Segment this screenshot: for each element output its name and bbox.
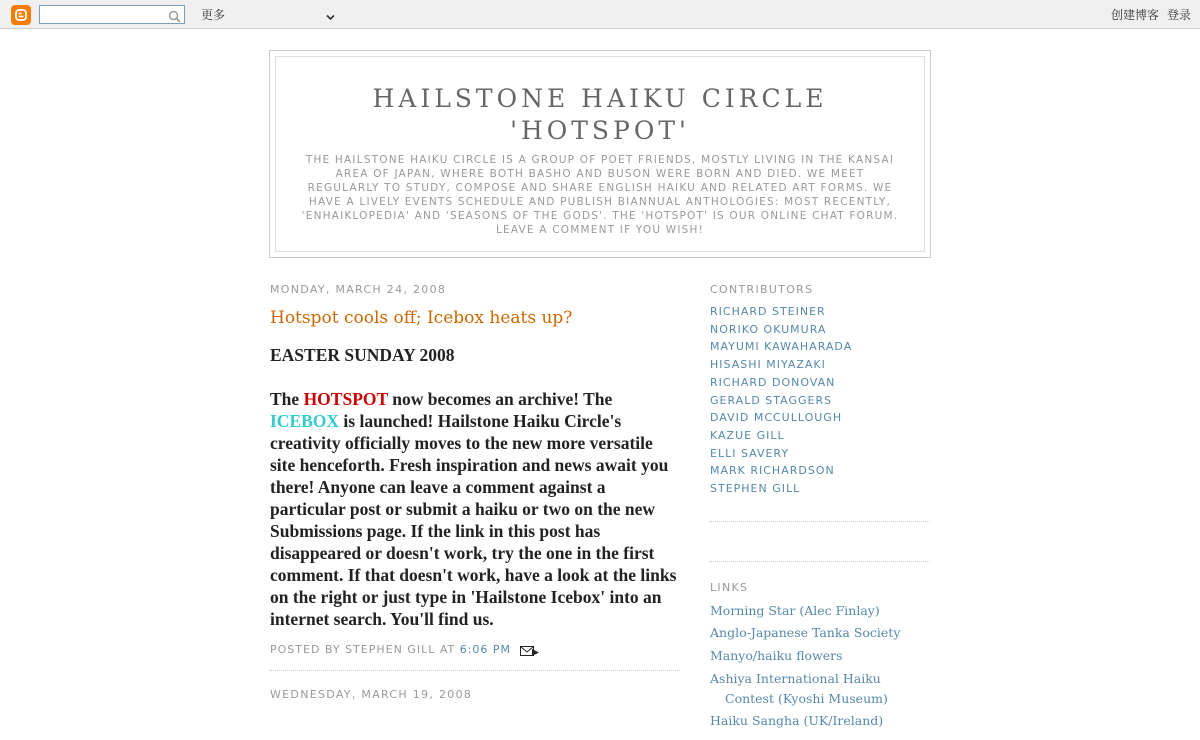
contributor-link[interactable]: MARK RICHARDSON xyxy=(710,464,835,478)
post-text-1: The xyxy=(270,389,304,409)
blog-header xyxy=(269,50,931,258)
contributor-link[interactable]: HISASHI MIYAZAKI xyxy=(710,358,826,372)
search-icon[interactable] xyxy=(168,8,181,27)
more-dropdown-label: 更多 xyxy=(201,8,226,22)
contributor-item xyxy=(710,409,930,427)
blogger-logo-icon[interactable] xyxy=(11,5,31,25)
contributor-link[interactable]: MAYUMI KAWAHARADA xyxy=(710,340,853,354)
blogger-navbar xyxy=(0,0,1200,29)
contributor-item xyxy=(710,462,930,480)
sidebar-link[interactable]: Ashiya International Haiku Contest (Kyoshi Museum) xyxy=(710,670,888,706)
contributor-item xyxy=(710,392,930,410)
search-box xyxy=(39,5,185,24)
post-subheading: EASTER SUNDAY 2008 xyxy=(270,345,455,365)
email-post-icon[interactable] xyxy=(520,644,539,660)
search-input[interactable] xyxy=(42,7,160,21)
contributor-item xyxy=(710,374,930,392)
next-post-date-header: WEDNESDAY, MARCH 19, 2008 xyxy=(270,688,473,701)
main-column xyxy=(270,283,680,701)
links-title: LINKS xyxy=(710,580,749,594)
post-footer xyxy=(270,643,680,661)
post-title-link[interactable]: Hotspot cools off; Icebox heats up? xyxy=(270,308,573,328)
post-divider xyxy=(270,670,680,671)
contributor-item xyxy=(710,338,930,356)
more-dropdown[interactable] xyxy=(201,6,339,23)
icebox-word: ICEBOX xyxy=(270,411,340,431)
contributor-link[interactable]: GERALD STAGGERS xyxy=(710,393,833,407)
blog-header-inner xyxy=(275,56,925,252)
hotspot-word: HOTSPOT xyxy=(303,389,388,409)
contributor-link[interactable]: KAZUE GILL xyxy=(710,428,785,442)
sidebar-divider xyxy=(710,561,930,562)
blog-title-line2: 'HOTSPOT' xyxy=(510,116,690,145)
sidebar-divider xyxy=(710,521,930,522)
contributor-link[interactable]: RICHARD STEINER xyxy=(710,305,826,318)
contributor-item xyxy=(710,303,930,321)
create-blog-link[interactable]: 创建博客 xyxy=(1110,8,1159,22)
post-timestamp-link[interactable]: 6:06 PM xyxy=(459,643,512,656)
contributors-title: CONTRIBUTORS xyxy=(710,283,814,296)
sidebar-link[interactable]: Morning Star (Alec Finlay) xyxy=(710,602,880,618)
sidebar xyxy=(710,283,930,734)
contributor-link[interactable]: STEPHEN GILL xyxy=(710,482,801,496)
post-author-label: POSTED BY STEPHEN GILL AT xyxy=(270,643,460,656)
post-body xyxy=(270,344,680,630)
contributor-link[interactable]: DAVID MCCULLOUGH xyxy=(710,411,843,425)
chevron-down-icon xyxy=(326,10,335,24)
post-text-2: now becomes an archive! The xyxy=(387,389,613,409)
contributor-item xyxy=(710,480,930,498)
blog-description: THE HAILSTONE HAIKU CIRCLE IS A GROUP OF POET FRIENDS, MOSTLY LIVING IN THE KANSAI AREA OF JAPAN, WHERE BOTH BASHO AND BUSON WERE BORN AND DIED. WE MEET REGULARLY TO STUDY, COMPOSE AND SHARE ENGLISH HAIKU AND RELATED ART FORMS. WE HAVE A LIVELY EVENTS SCHEDULE AND PUBLISH BIANNUAL ANTHOLOGIES: MOST RECENTLY, 'ENHAIKLOPEDIA' AND 'SEASONS OF THE GODS'. THE 'HOTSPOT' IS OUR ONLINE CHAT FORUM. LEAVE A COMMENT IF YOU WISH! xyxy=(301,154,899,236)
link-item xyxy=(710,601,930,621)
contributor-item xyxy=(710,427,930,445)
contributors-list xyxy=(710,303,930,498)
contributor-item xyxy=(710,356,930,374)
sidebar-link[interactable]: Manyo/haiku flowers xyxy=(710,648,843,664)
sidebar-link[interactable]: Anglo-Japanese Tanka Society xyxy=(710,625,901,641)
blog-title-line1: HAILSTONE HAIKU CIRCLE xyxy=(372,84,828,113)
contributor-link[interactable]: NORIKO OKUMURA xyxy=(710,322,827,336)
contributor-item xyxy=(710,321,930,339)
post-paragraph xyxy=(270,388,680,630)
contributor-link[interactable]: RICHARD DONOVAN xyxy=(710,375,836,389)
post-title xyxy=(270,308,680,328)
post-date-header: MONDAY, MARCH 24, 2008 xyxy=(270,283,447,296)
link-item xyxy=(710,623,930,643)
sidebar-link[interactable]: Haiku Sangha (UK/Ireland) xyxy=(710,713,884,729)
links-list xyxy=(710,601,930,732)
nav-right-links xyxy=(1103,6,1191,23)
blog-title[interactable] xyxy=(276,83,924,147)
contributor-link[interactable]: ELLI SAVERY xyxy=(710,446,790,460)
link-item xyxy=(710,711,930,731)
post-text-3: is launched! Hailstone Haiku Circle's creativity officially moves to the new more versatile site henceforth. Fresh inspiration and news await you there! Anyone can leave a comment against a particular post or submit a haiku or two on the new Submissions page. If the link in this post has disappeared or doesn't work, try the one in the first comment. If that doesn't work, have a look at the links on the right or just type in 'Hailstone Icebox' into an internet search. You'll find us. xyxy=(270,411,677,629)
link-item xyxy=(710,646,930,666)
sign-in-link[interactable]: 登录 xyxy=(1166,8,1191,22)
contributor-item xyxy=(710,445,930,463)
link-item xyxy=(710,669,930,709)
